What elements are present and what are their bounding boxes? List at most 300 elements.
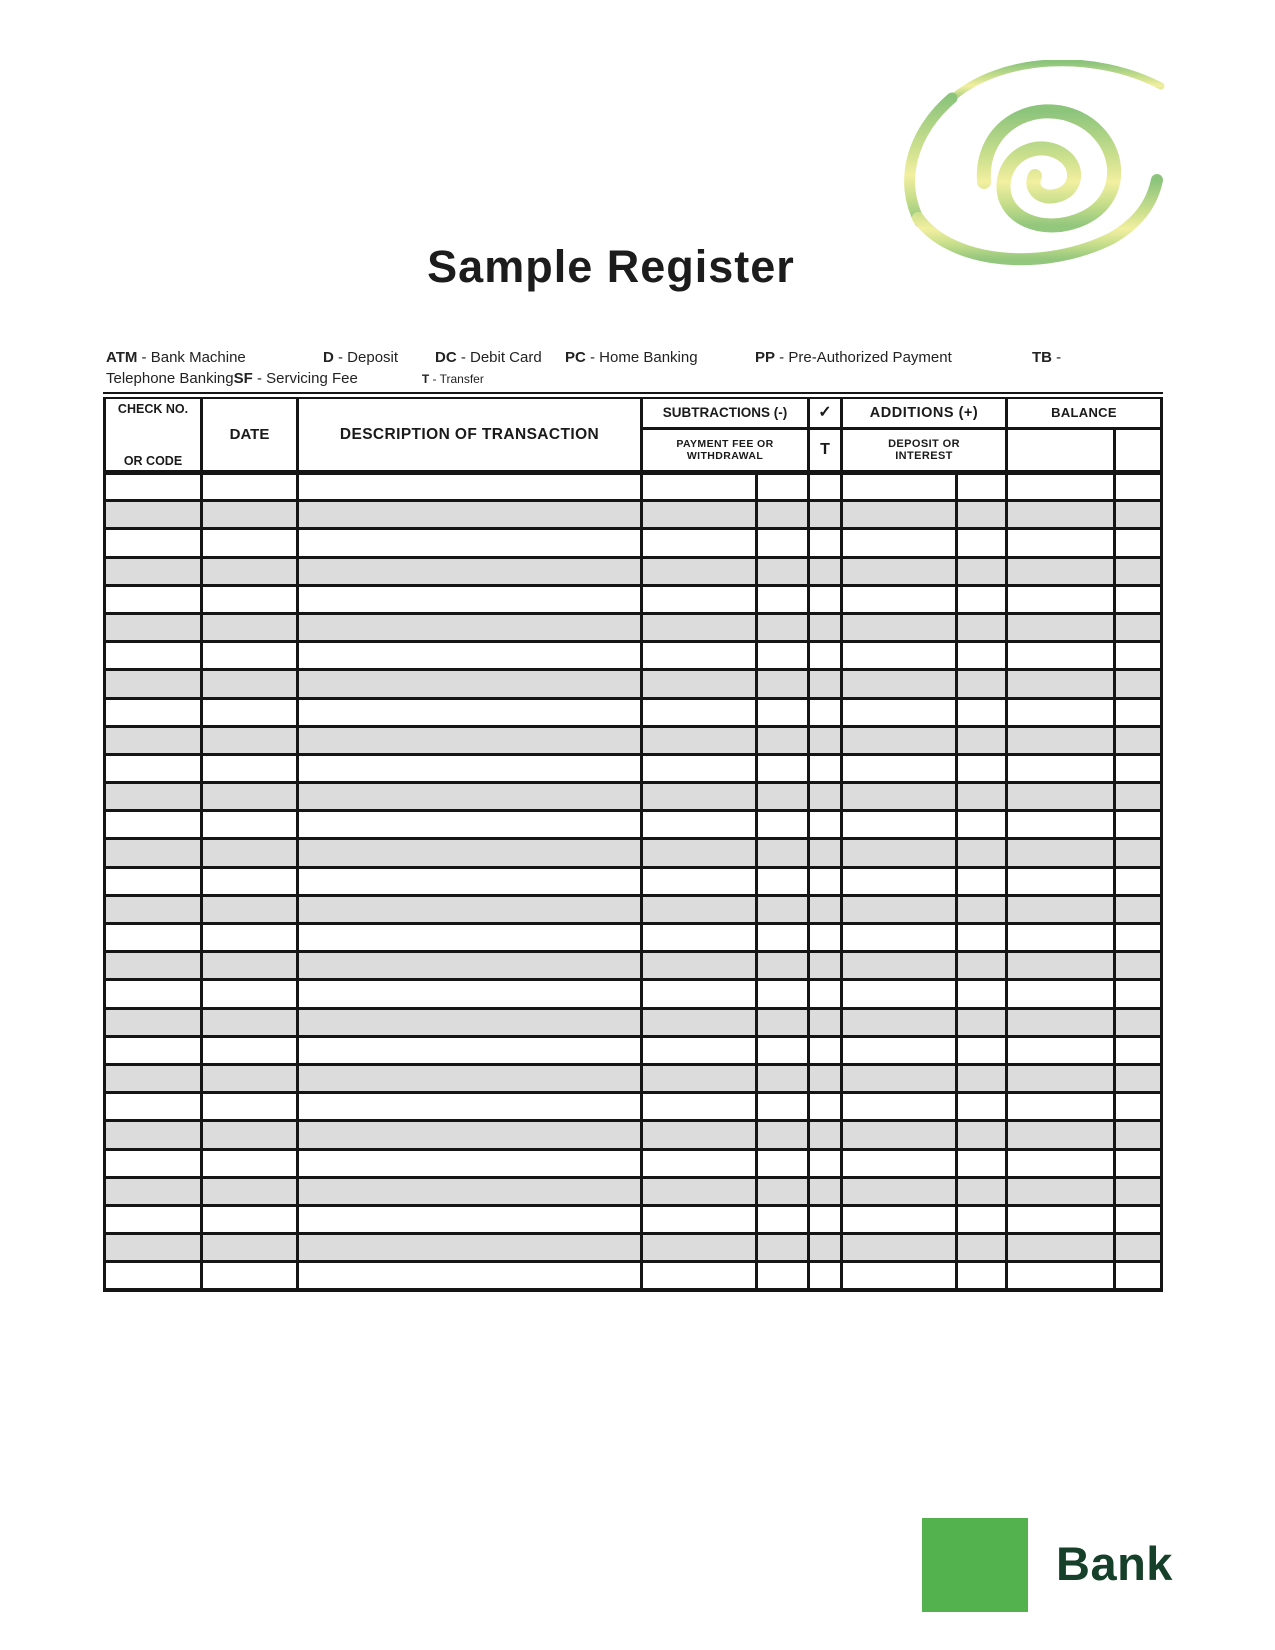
legend-item-pc: PC - Home Banking	[565, 349, 698, 366]
page-title: Sample Register	[427, 241, 795, 292]
cell-balance-amount	[1007, 726, 1115, 754]
cell-subtraction-cents	[757, 1149, 809, 1177]
cell-description	[298, 1121, 642, 1149]
cell-addition-amount	[842, 501, 957, 529]
cell-subtraction-cents	[757, 1234, 809, 1262]
cell-tick	[809, 867, 842, 895]
cell-balance-amount	[1007, 1234, 1115, 1262]
legend-item-tb: TB -	[1032, 349, 1062, 366]
cell-addition-amount	[842, 811, 957, 839]
cell-balance-amount	[1007, 811, 1115, 839]
cell-addition-cents	[957, 952, 1007, 980]
cell-description	[298, 952, 642, 980]
cell-subtraction-amount	[642, 1177, 757, 1205]
register-row	[105, 811, 1162, 839]
cell-balance-cents	[1115, 670, 1162, 698]
cell-date	[202, 1036, 298, 1064]
cell-addition-cents	[957, 1121, 1007, 1149]
cell-addition-cents	[957, 1234, 1007, 1262]
cell-addition-cents	[957, 1205, 1007, 1233]
register-row	[105, 867, 1162, 895]
cell-addition-amount	[842, 952, 957, 980]
cell-description	[298, 839, 642, 867]
cell-check-no	[105, 895, 202, 923]
register-row	[105, 1036, 1162, 1064]
cell-subtraction-amount	[642, 1093, 757, 1121]
col-header-date: DATE	[202, 396, 298, 473]
cell-balance-cents	[1115, 839, 1162, 867]
col-header-description: DESCRIPTION OF TRANSACTION	[298, 396, 642, 473]
legend-item-sf: SF - Servicing Fee	[233, 370, 358, 387]
cell-check-no	[105, 1008, 202, 1036]
cell-check-no	[105, 754, 202, 782]
cell-description	[298, 895, 642, 923]
col-header-check-no: CHECK NO. OR CODE	[105, 396, 202, 473]
cell-subtraction-cents	[757, 980, 809, 1008]
cell-subtraction-amount	[642, 952, 757, 980]
cell-addition-amount	[842, 698, 957, 726]
cell-addition-cents	[957, 557, 1007, 585]
cell-subtraction-cents	[757, 642, 809, 670]
cell-date	[202, 557, 298, 585]
cell-balance-cents	[1115, 557, 1162, 585]
cell-addition-cents	[957, 501, 1007, 529]
register-row	[105, 473, 1162, 501]
cell-description	[298, 726, 642, 754]
cell-description	[298, 557, 642, 585]
cell-tick	[809, 811, 842, 839]
cell-subtraction-amount	[642, 1149, 757, 1177]
cell-date	[202, 1121, 298, 1149]
cell-subtraction-cents	[757, 839, 809, 867]
cell-subtraction-amount	[642, 1036, 757, 1064]
cell-balance-cents	[1115, 1234, 1162, 1262]
cell-balance-amount	[1007, 754, 1115, 782]
cell-subtraction-cents	[757, 473, 809, 501]
cell-addition-amount	[842, 1093, 957, 1121]
cell-description	[298, 783, 642, 811]
cell-description	[298, 1008, 642, 1036]
cell-addition-cents	[957, 783, 1007, 811]
cell-subtraction-amount	[642, 924, 757, 952]
legend-item-t: T - Transfer	[421, 372, 484, 386]
cell-subtraction-amount	[642, 895, 757, 923]
cell-addition-cents	[957, 698, 1007, 726]
cell-check-no	[105, 1093, 202, 1121]
cell-check-no	[105, 1121, 202, 1149]
col-subheader-deposit: DEPOSIT OR INTEREST	[842, 429, 1007, 473]
legend-line-2	[106, 370, 1275, 390]
cell-addition-cents	[957, 473, 1007, 501]
cell-addition-amount	[842, 473, 957, 501]
cell-date	[202, 1205, 298, 1233]
cell-tick	[809, 726, 842, 754]
cell-description	[298, 1205, 642, 1233]
register-row	[105, 783, 1162, 811]
cell-addition-amount	[842, 783, 957, 811]
cell-description	[298, 642, 642, 670]
cell-balance-cents	[1115, 698, 1162, 726]
cell-addition-cents	[957, 924, 1007, 952]
cell-addition-cents	[957, 980, 1007, 1008]
cell-date	[202, 754, 298, 782]
cell-tick	[809, 783, 842, 811]
cell-addition-amount	[842, 1036, 957, 1064]
cell-date	[202, 1064, 298, 1092]
cell-date	[202, 698, 298, 726]
cell-description	[298, 1064, 642, 1092]
cell-balance-amount	[1007, 1036, 1115, 1064]
cell-addition-amount	[842, 895, 957, 923]
cell-check-no	[105, 557, 202, 585]
cell-date	[202, 1093, 298, 1121]
register-row	[105, 642, 1162, 670]
col-header-subtractions: SUBTRACTIONS (-)	[642, 396, 809, 429]
cell-tick	[809, 1149, 842, 1177]
bank-logo-square-icon	[922, 1518, 1028, 1612]
cell-addition-cents	[957, 1036, 1007, 1064]
register-row	[105, 501, 1162, 529]
cell-addition-cents	[957, 1064, 1007, 1092]
cell-subtraction-amount	[642, 473, 757, 501]
cell-subtraction-amount	[642, 1262, 757, 1290]
cell-tick	[809, 1262, 842, 1290]
cell-subtraction-amount	[642, 613, 757, 641]
cell-date	[202, 642, 298, 670]
cell-check-no	[105, 1036, 202, 1064]
register-row	[105, 1008, 1162, 1036]
cell-subtraction-cents	[757, 895, 809, 923]
cell-tick	[809, 1234, 842, 1262]
cell-balance-cents	[1115, 1177, 1162, 1205]
cell-addition-cents	[957, 1177, 1007, 1205]
register-row	[105, 1234, 1162, 1262]
cell-description	[298, 473, 642, 501]
cell-date	[202, 811, 298, 839]
cell-balance-amount	[1007, 1093, 1115, 1121]
cell-check-no	[105, 642, 202, 670]
cell-tick	[809, 1121, 842, 1149]
cell-subtraction-amount	[642, 783, 757, 811]
cell-subtraction-amount	[642, 1121, 757, 1149]
cell-subtraction-cents	[757, 783, 809, 811]
cell-addition-amount	[842, 670, 957, 698]
legend-item-atm: ATM - Bank Machine	[106, 349, 246, 366]
cell-addition-cents	[957, 670, 1007, 698]
cell-subtraction-cents	[757, 698, 809, 726]
cell-tick	[809, 924, 842, 952]
cell-date	[202, 670, 298, 698]
cell-subtraction-amount	[642, 698, 757, 726]
cell-addition-amount	[842, 557, 957, 585]
cell-balance-cents	[1115, 895, 1162, 923]
col-header-checkmark-icon: ✓	[809, 396, 842, 429]
cell-balance-amount	[1007, 895, 1115, 923]
cell-description	[298, 529, 642, 557]
cell-balance-amount	[1007, 867, 1115, 895]
register-row	[105, 1262, 1162, 1290]
bank-wordmark: Bank	[1056, 1537, 1173, 1590]
cell-balance-amount	[1007, 698, 1115, 726]
cell-addition-cents	[957, 642, 1007, 670]
cell-description	[298, 613, 642, 641]
cell-addition-amount	[842, 754, 957, 782]
cell-subtraction-amount	[642, 529, 757, 557]
cell-balance-cents	[1115, 613, 1162, 641]
cell-date	[202, 1008, 298, 1036]
cell-addition-amount	[842, 585, 957, 613]
register-row	[105, 924, 1162, 952]
cell-tick	[809, 473, 842, 501]
legend-item-pp: PP - Pre-Authorized Payment	[755, 349, 952, 366]
cell-subtraction-cents	[757, 501, 809, 529]
col-subheader-balance-main	[1007, 429, 1115, 473]
cell-addition-cents	[957, 867, 1007, 895]
cell-balance-amount	[1007, 783, 1115, 811]
cell-date	[202, 867, 298, 895]
cell-description	[298, 1262, 642, 1290]
cell-check-no	[105, 783, 202, 811]
cell-description	[298, 754, 642, 782]
cell-check-no	[105, 473, 202, 501]
cell-tick	[809, 1093, 842, 1121]
cell-date	[202, 783, 298, 811]
cell-check-no	[105, 1234, 202, 1262]
cell-balance-cents	[1115, 1064, 1162, 1092]
cell-balance-cents	[1115, 952, 1162, 980]
cell-balance-cents	[1115, 642, 1162, 670]
cell-check-no	[105, 1149, 202, 1177]
cell-date	[202, 895, 298, 923]
cell-tick	[809, 642, 842, 670]
cell-date	[202, 839, 298, 867]
cell-check-no	[105, 613, 202, 641]
cell-addition-amount	[842, 529, 957, 557]
cell-date	[202, 1262, 298, 1290]
cell-tick	[809, 1036, 842, 1064]
cell-tick	[809, 501, 842, 529]
cell-addition-cents	[957, 613, 1007, 641]
cell-addition-amount	[842, 726, 957, 754]
cell-tick	[809, 754, 842, 782]
register-row	[105, 895, 1162, 923]
cell-addition-amount	[842, 642, 957, 670]
cell-addition-amount	[842, 980, 957, 1008]
cell-subtraction-cents	[757, 557, 809, 585]
cell-tick	[809, 980, 842, 1008]
cell-date	[202, 1177, 298, 1205]
cell-addition-amount	[842, 1064, 957, 1092]
cell-subtraction-cents	[757, 924, 809, 952]
cell-balance-cents	[1115, 473, 1162, 501]
cell-description	[298, 698, 642, 726]
cell-description	[298, 811, 642, 839]
cell-tick	[809, 895, 842, 923]
cell-addition-amount	[842, 839, 957, 867]
cell-check-no	[105, 1262, 202, 1290]
register-row	[105, 1205, 1162, 1233]
cell-subtraction-amount	[642, 811, 757, 839]
register-row	[105, 585, 1162, 613]
cell-subtraction-amount	[642, 1234, 757, 1262]
cell-balance-cents	[1115, 867, 1162, 895]
cell-description	[298, 585, 642, 613]
cell-balance-amount	[1007, 473, 1115, 501]
col-header-balance: BALANCE	[1007, 396, 1162, 429]
cell-balance-amount	[1007, 529, 1115, 557]
legend-item-dc: DC - Debit Card	[435, 349, 542, 366]
cell-date	[202, 501, 298, 529]
cell-balance-amount	[1007, 924, 1115, 952]
cell-balance-amount	[1007, 980, 1115, 1008]
cell-addition-cents	[957, 1008, 1007, 1036]
col-header-additions: ADDITIONS (+)	[842, 396, 1007, 429]
cell-addition-cents	[957, 529, 1007, 557]
cell-check-no	[105, 698, 202, 726]
cell-balance-amount	[1007, 557, 1115, 585]
cell-description	[298, 501, 642, 529]
cell-subtraction-amount	[642, 501, 757, 529]
cell-subtraction-cents	[757, 726, 809, 754]
cell-subtraction-cents	[757, 952, 809, 980]
cell-addition-cents	[957, 585, 1007, 613]
cell-subtraction-cents	[757, 811, 809, 839]
cell-balance-cents	[1115, 783, 1162, 811]
register-table-body	[105, 473, 1162, 1290]
cell-addition-cents	[957, 839, 1007, 867]
cell-addition-amount	[842, 613, 957, 641]
legend-item-d: D - Deposit	[323, 349, 399, 366]
cell-addition-cents	[957, 811, 1007, 839]
cell-subtraction-cents	[757, 1177, 809, 1205]
cell-balance-cents	[1115, 1121, 1162, 1149]
cell-check-no	[105, 1064, 202, 1092]
register-row	[105, 529, 1162, 557]
cell-subtraction-amount	[642, 839, 757, 867]
register-table-header	[105, 396, 1162, 473]
cell-balance-amount	[1007, 1064, 1115, 1092]
cell-tick	[809, 613, 842, 641]
cell-tick	[809, 1064, 842, 1092]
cell-check-no	[105, 924, 202, 952]
cell-date	[202, 980, 298, 1008]
cell-date	[202, 1149, 298, 1177]
cell-subtraction-amount	[642, 1008, 757, 1036]
cell-description	[298, 1093, 642, 1121]
cell-date	[202, 585, 298, 613]
cell-subtraction-amount	[642, 754, 757, 782]
cell-addition-cents	[957, 726, 1007, 754]
register-row	[105, 1149, 1162, 1177]
cell-balance-amount	[1007, 642, 1115, 670]
cell-balance-cents	[1115, 1008, 1162, 1036]
cell-subtraction-amount	[642, 726, 757, 754]
cell-subtraction-cents	[757, 1262, 809, 1290]
register-row	[105, 1121, 1162, 1149]
cell-addition-cents	[957, 1093, 1007, 1121]
cell-balance-amount	[1007, 839, 1115, 867]
cell-date	[202, 473, 298, 501]
cell-balance-cents	[1115, 1093, 1162, 1121]
cell-balance-amount	[1007, 1149, 1115, 1177]
register-row	[105, 698, 1162, 726]
cell-date	[202, 529, 298, 557]
register-row	[105, 754, 1162, 782]
cell-subtraction-amount	[642, 642, 757, 670]
register-row	[105, 980, 1162, 1008]
cell-subtraction-cents	[757, 1064, 809, 1092]
cell-balance-cents	[1115, 924, 1162, 952]
cell-check-no	[105, 867, 202, 895]
cell-addition-amount	[842, 1008, 957, 1036]
cell-addition-cents	[957, 895, 1007, 923]
cell-check-no	[105, 529, 202, 557]
cell-balance-cents	[1115, 726, 1162, 754]
cell-subtraction-amount	[642, 670, 757, 698]
cell-check-no	[105, 726, 202, 754]
cell-tick	[809, 557, 842, 585]
cell-balance-amount	[1007, 670, 1115, 698]
cell-tick	[809, 670, 842, 698]
cell-check-no	[105, 811, 202, 839]
cell-addition-amount	[842, 867, 957, 895]
register-row	[105, 726, 1162, 754]
register-row	[105, 952, 1162, 980]
cell-addition-amount	[842, 1177, 957, 1205]
cell-tick	[809, 1008, 842, 1036]
cell-subtraction-cents	[757, 1205, 809, 1233]
cell-description	[298, 1149, 642, 1177]
cell-subtraction-cents	[757, 613, 809, 641]
cell-subtraction-cents	[757, 754, 809, 782]
cell-balance-amount	[1007, 1121, 1115, 1149]
cell-subtraction-cents	[757, 1121, 809, 1149]
cell-description	[298, 1036, 642, 1064]
cell-balance-amount	[1007, 1177, 1115, 1205]
cell-description	[298, 670, 642, 698]
cell-subtraction-amount	[642, 585, 757, 613]
cell-check-no	[105, 670, 202, 698]
cell-subtraction-cents	[757, 1036, 809, 1064]
cell-subtraction-amount	[642, 980, 757, 1008]
cell-addition-cents	[957, 754, 1007, 782]
cell-subtraction-amount	[642, 1064, 757, 1092]
cell-check-no	[105, 1205, 202, 1233]
cell-tick	[809, 529, 842, 557]
cell-addition-amount	[842, 1234, 957, 1262]
cell-date	[202, 1234, 298, 1262]
cell-balance-cents	[1115, 585, 1162, 613]
cell-check-no	[105, 585, 202, 613]
cell-addition-amount	[842, 1205, 957, 1233]
register-row	[105, 839, 1162, 867]
cell-description	[298, 867, 642, 895]
col-subheader-payment-fee: PAYMENT FEE OR WITHDRAWAL	[642, 429, 809, 473]
register-row	[105, 1177, 1162, 1205]
legend-tb-continuation: Telephone Banking	[106, 370, 234, 387]
cell-tick	[809, 585, 842, 613]
register-row	[105, 557, 1162, 585]
legend	[0, 349, 1275, 390]
cell-subtraction-amount	[642, 1205, 757, 1233]
cell-date	[202, 924, 298, 952]
legend-line-1	[0, 349, 1275, 369]
cell-subtraction-cents	[757, 529, 809, 557]
cell-check-no	[105, 980, 202, 1008]
cell-balance-cents	[1115, 501, 1162, 529]
cell-check-no	[105, 501, 202, 529]
cell-check-no	[105, 952, 202, 980]
